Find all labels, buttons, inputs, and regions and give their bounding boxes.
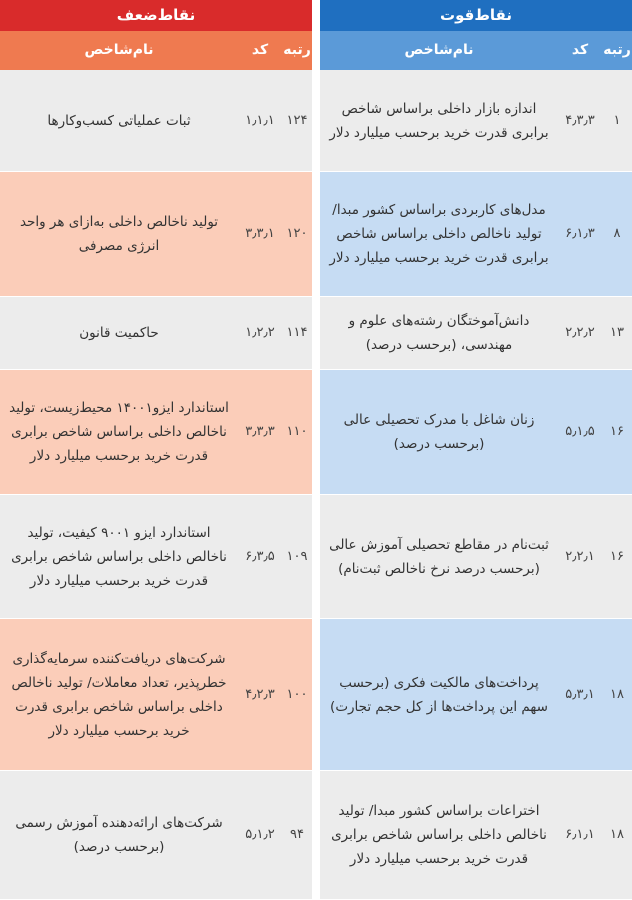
code-cell: ۲٫۲٫۱ <box>565 548 595 564</box>
code-cell: ۶٫۱٫۳ <box>565 226 595 241</box>
rank-cell: ۹۴ <box>290 827 304 842</box>
table-row <box>320 70 632 172</box>
rank-cell: ۱۲۴ <box>286 112 308 128</box>
indicator-name-cell: استاندارد ایزو۱۴۰۰۱ محیط‌زیست، تولید ناخالص داخلی براساس شاخص برابری قدرت خرید برحسب میلیارد دلار <box>9 400 229 464</box>
table-row <box>320 370 632 495</box>
rank-cell: ۱۰۰ <box>286 686 308 702</box>
indicator-name-cell: ثبت‌نام در مقاطع تحصیلی آموزش عالی (برحسب درصد نرخ ناخالص ثبت‌نام) <box>329 536 549 577</box>
strengths-rows <box>320 70 632 900</box>
indicator-name-cell: استاندارد ایزو ۹۰۰۱ کیفیت، تولید ناخالص داخلی براساس شاخص برابری قدرت خرید برحسب میلیارد دلار <box>11 524 227 589</box>
strengths-header-row <box>320 31 632 70</box>
weaknesses-rows <box>0 70 312 900</box>
table-row <box>320 172 632 297</box>
weaknesses-panel <box>0 0 312 900</box>
weaknesses-header-row <box>0 31 312 70</box>
table-row <box>0 70 312 172</box>
indicator-name-cell: تولید ناخالص داخلی به‌ازای هر واحد انرژی مصرفی <box>19 214 219 254</box>
indicator-name-cell: دانش‌آموختگان رشته‌های علوم و مهندسی، (برحسب درصد) <box>348 313 530 353</box>
code-cell: ۲٫۲٫۲ <box>565 325 595 340</box>
rank-cell: ۱۱۴ <box>286 325 308 340</box>
rank-cell: ۱۸ <box>610 827 624 842</box>
strengths-panel <box>320 0 632 900</box>
indicator-name-cell: مدل‌های کاربردی براساس کشور مبدا/ تولید ناخالص داخلی براساس شاخص برابری قدرت خرید برحسب میلیارد دلار <box>329 202 549 266</box>
indicator-name-cell: حاکمیت قانون <box>79 325 159 341</box>
table-row <box>0 370 312 495</box>
strengths-title: نقاط‌قوت <box>320 0 632 31</box>
rank-cell: ۱۶ <box>610 548 624 564</box>
rank-cell: ۱۶ <box>610 424 624 439</box>
strengths-name-header: نام‌شاخص <box>404 42 474 59</box>
rank-cell: ۱۱۰ <box>286 424 308 439</box>
code-cell: ۶٫۱٫۱ <box>565 827 595 842</box>
code-cell: ۵٫۱٫۲ <box>245 827 275 842</box>
code-cell: ۱٫۱٫۱ <box>245 112 275 128</box>
indicator-name-cell: پرداخت‌های مالکیت فکری (برحسب سهم این پرداخت‌ها از کل حجم تجارت) <box>330 674 548 715</box>
table-row <box>320 771 632 900</box>
rank-cell: ۱۰۹ <box>286 548 308 564</box>
code-cell: ۵٫۳٫۱ <box>565 686 595 702</box>
weaknesses-name-header: نام‌شاخص <box>84 42 154 59</box>
indicator-name-cell: زنان شاغل با مدرک تحصیلی عالی (برحسب درصد) <box>343 412 535 452</box>
code-cell: ۱٫۲٫۲ <box>245 325 275 340</box>
table-row <box>320 619 632 771</box>
table-row <box>0 297 312 370</box>
code-cell: ۴٫۳٫۳ <box>565 112 595 128</box>
strengths-code-header: کد <box>571 42 589 59</box>
rank-cell: ۸ <box>613 226 621 241</box>
code-cell: ۵٫۱٫۵ <box>565 424 595 439</box>
code-cell: ۶٫۳٫۵ <box>245 548 275 564</box>
indicator-name-cell: اندازه بازار داخلی براساس شاخص برابری قدرت خرید برحسب میلیارد دلار <box>329 100 549 141</box>
code-cell: ۳٫۳٫۳ <box>245 424 275 439</box>
table-row <box>320 495 632 619</box>
code-cell: ۴٫۲٫۳ <box>245 686 275 702</box>
code-cell: ۳٫۳٫۱ <box>245 226 275 241</box>
rank-cell: ۱۳ <box>610 325 624 340</box>
table-row <box>0 771 312 900</box>
rank-cell: ۱۸ <box>610 686 624 702</box>
table-row <box>0 619 312 771</box>
table-row <box>0 495 312 619</box>
indicator-name-cell: اختراعات براساس کشور مبدا/ تولید ناخالص داخلی براساس شاخص برابری قدرت خرید برحسب میلیارد دلار <box>331 803 547 867</box>
indicator-name-cell: شرکت‌های دریافت‌کننده سرمایه‌گذاری خطرپذیر، تعداد معاملات/ تولید ناخالص داخلی براساس شاخص برابری قدرت خرید برحسب میلیارد دلار <box>11 650 227 739</box>
rank-cell: ۱۲۰ <box>286 226 308 241</box>
table-row <box>0 172 312 297</box>
table-row <box>320 297 632 370</box>
indicator-name-cell: شرکت‌های ارائه‌دهنده آموزش رسمی (برحسب درصد) <box>15 815 223 855</box>
weaknesses-title: نقاط‌ضعف <box>0 0 312 31</box>
strengths-rank-header: رتبه <box>603 42 631 59</box>
rank-cell: ۱ <box>613 112 621 128</box>
weaknesses-rank-header: رتبه <box>283 42 311 59</box>
weaknesses-code-header: کد <box>251 42 269 59</box>
indicator-name-cell: ثبات عملیاتی کسب‌وکارها <box>47 112 191 129</box>
